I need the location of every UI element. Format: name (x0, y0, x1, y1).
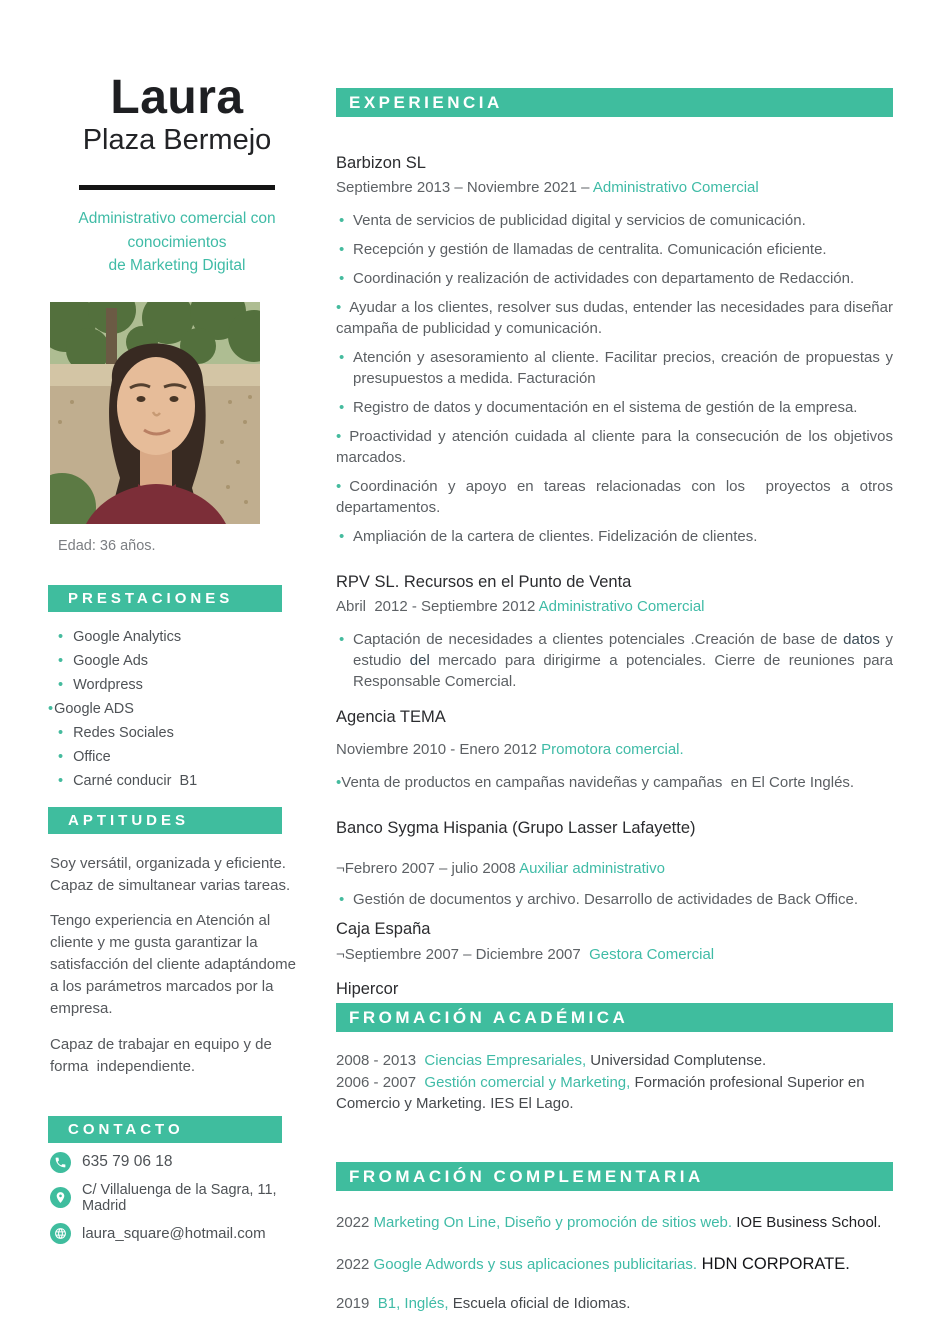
tagline (48, 207, 306, 277)
bullet-text: Registro de datos y documentación en el sistema de gestión de la empresa. (353, 399, 858, 416)
course-entry (336, 1253, 893, 1276)
job-company: Banco Sygma Hispania (Grupo Lasser Lafayette) (336, 819, 696, 837)
aptitudes-paragraph: Soy versátil, organizada y eficiente. Capaz de simultanear varias tareas. (50, 855, 291, 895)
job-dateline (336, 739, 893, 760)
job-role: Administrativo Comercial (592, 179, 759, 196)
course-entry (336, 1212, 893, 1234)
prestaciones-header: PRESTACIONES (48, 585, 282, 612)
job-role: Auxiliar administrativo (519, 860, 665, 877)
bullet-text: Coordinación y apoyo en tareas relacionadas con los proyectos a otros departamentos. (336, 478, 898, 516)
job-date: ¬Febrero 2007 – julio 2008 (336, 860, 520, 877)
contact-row-address (50, 1182, 306, 1214)
bullet-dot-icon: • (339, 528, 345, 545)
skill-item (48, 625, 306, 649)
bullet-item (336, 426, 898, 468)
address: C/ Villaluenga de la Sagra, 11, Madrid (82, 1181, 277, 1214)
bullet-dot-icon: • (336, 774, 342, 791)
job-dateline (336, 177, 893, 198)
globe-icon (50, 1223, 71, 1244)
bullet-dot-icon: • (339, 270, 345, 287)
bullet-dot-icon: • (48, 701, 54, 718)
bullet-text: Ayudar a los clientes, resolver sus dudas, entender las necesidades para diseñar campaña de publicidad y comunicación. (336, 299, 898, 337)
bullet-dot-icon: • (58, 725, 64, 742)
job-company: Barbizon SL (336, 154, 426, 172)
age-caption: Edad: 36 años. (58, 538, 156, 555)
bullet-text: datos (843, 631, 880, 648)
job-dateline (336, 858, 893, 879)
bullet-text: Ampliación de la cartera de clientes. Fidelización de clientes. (353, 528, 758, 545)
job-caja-espana (336, 918, 893, 965)
tagline-line: Administrativo comercial con (78, 210, 276, 228)
bullet-dot-icon: • (339, 212, 345, 229)
tagline-line: de Marketing Digital (108, 256, 246, 274)
job-company: RPV SL. Recursos en el Punto de Venta (336, 573, 632, 591)
bullet-item (336, 397, 893, 418)
experiencia-header: EXPERIENCIA (336, 88, 893, 117)
bullet-dot-icon: • (339, 631, 345, 648)
bullet-dot-icon: • (336, 299, 342, 316)
prestaciones-list (48, 625, 306, 793)
bullet-item (336, 772, 893, 793)
profile-photo (50, 302, 260, 524)
location-icon (50, 1187, 71, 1208)
job-date: ¬Septiembre 2007 – Diciembre 2007 (336, 946, 590, 963)
aptitudes-paragraph: Tengo experiencia en Atención al cliente y me gusta garantizar la satisfacción del cliente adaptándome a los parámetros marcados por la empresa. (50, 912, 301, 1018)
job-company: Agencia TEMA (336, 708, 446, 726)
bullet-text: Venta de servicios de publicidad digital y servicios de comunicación. (353, 212, 806, 229)
skill-label: Carné conducir B1 (73, 773, 198, 790)
course-institution: Escuela oficial de Idiomas. (448, 1294, 631, 1312)
job-bullets (336, 210, 898, 547)
contacto-header: CONTACTO (48, 1116, 282, 1143)
job-dateline (336, 596, 893, 617)
job-banco-sygma (336, 817, 893, 910)
job-bullets (336, 629, 898, 692)
aptitudes-paragraph: Capaz de trabajar en equipo y de forma independiente. (50, 1035, 276, 1075)
job-barbizon (336, 152, 898, 547)
course-institution: HDN CORPORATE. (697, 1254, 850, 1273)
academica-entries (336, 1050, 893, 1115)
job-company: Caja España (336, 920, 431, 938)
bullet-dot-icon: • (339, 399, 345, 416)
name-divider (79, 185, 275, 190)
phone-number: 635 79 06 18 (82, 1153, 173, 1171)
education-entry (336, 1072, 893, 1115)
bullet-dot-icon: • (58, 749, 64, 766)
job-role: Administrativo Comercial (538, 598, 705, 615)
bullet-item (336, 210, 893, 231)
edu-course: Gestión comercial y Marketing, (424, 1073, 631, 1091)
aptitudes-text (48, 853, 306, 1077)
course-year: 2022 (336, 1255, 374, 1273)
bullet-text: Captación de necesidades a clientes potenciales .Creación de base de (353, 631, 844, 648)
skill-item (48, 673, 306, 697)
job-dateline (336, 944, 893, 965)
name-last: Plaza Bermejo (82, 124, 272, 156)
job-rpv (336, 571, 898, 692)
edu-institution: Formación profesional Superior en Comercio y Marketing. IES El Lago. (336, 1073, 869, 1112)
profile-photo-illustration (50, 302, 260, 524)
bullet-text: mercado para dirigirme a potenciales. Cierre de reuniones para Responsable Comercial. (353, 652, 898, 690)
contact-row-email (50, 1223, 306, 1244)
job-bullets (336, 772, 893, 793)
sidebar (48, 71, 306, 1244)
job-company: Hipercor (336, 980, 399, 998)
name-first: Laura (110, 71, 244, 124)
bullet-text: del (409, 652, 430, 669)
bullet-item (336, 476, 898, 518)
aptitudes-header: APTITUDES (48, 807, 282, 834)
skill-label: Google Analytics (73, 629, 182, 646)
bullet-text: y estudio (353, 631, 898, 669)
bullet-text: Proactividad y atención cuidada al cliente para la consecución de los objetivos marcados. (336, 428, 898, 466)
contact-row-phone (50, 1152, 306, 1173)
course-title: Google Adwords y sus aplicaciones publicitarias. (373, 1255, 698, 1273)
bullet-text: Gestión de documentos y archivo. Desarrollo de actividades de Back Office. (353, 891, 858, 908)
bullet-dot-icon: • (58, 773, 64, 790)
bullet-dot-icon: • (336, 478, 342, 495)
skill-item (48, 697, 306, 721)
skill-item (48, 721, 306, 745)
bullet-item (336, 629, 898, 692)
bullet-dot-icon: • (339, 891, 345, 908)
bullet-text: Atención y asesoramiento al cliente. Facilitar precios, creación de propuestas y presupuestos a medida. Facturación (353, 349, 898, 387)
bullet-dot-icon: • (339, 241, 345, 258)
bullet-item (336, 297, 898, 339)
bullet-dot-icon: • (336, 428, 342, 445)
bullet-item (336, 268, 893, 289)
skill-label: Wordpress (73, 677, 143, 694)
skill-item (48, 649, 306, 673)
complementaria-header: FROMACIÓN COMPLEMENTARIA (336, 1162, 893, 1191)
bullet-text: Coordinación y realización de actividades con departamento de Redacción. (353, 270, 855, 287)
bullet-dot-icon: • (58, 653, 64, 670)
bullet-dot-icon: • (58, 629, 64, 646)
bullet-text: Venta de productos en campañas navideñas y campañas en El Corte Inglés. (341, 774, 855, 791)
skill-label: Redes Sociales (73, 725, 174, 742)
course-title: Marketing On Line, Diseño y promoción de sitios web. (373, 1213, 733, 1231)
bullet-item (336, 889, 893, 910)
email: laura_square@hotmail.com (82, 1224, 266, 1242)
course-year: 2019 (336, 1294, 378, 1312)
education-entry (336, 1050, 893, 1072)
course-institution: IOE Business School. (732, 1213, 882, 1231)
tagline-line: conocimientos (127, 233, 227, 251)
skill-item (48, 745, 306, 769)
job-bullets (336, 889, 893, 910)
skill-label: Google ADS (54, 701, 134, 718)
bullet-dot-icon: • (58, 677, 64, 694)
job-agencia-tema (336, 706, 893, 793)
job-role: Promotora comercial. (541, 741, 684, 758)
skill-label: Google Ads (73, 653, 149, 670)
main-column (336, 88, 898, 1315)
edu-year: 2006 - 2007 (336, 1073, 425, 1091)
bullet-item (336, 239, 893, 260)
job-date: Noviembre 2010 - Enero 2012 (336, 741, 542, 758)
skill-item (48, 769, 306, 793)
job-date: Septiembre 2013 – Noviembre 2021 – (336, 179, 593, 196)
skill-label: Office (73, 749, 111, 766)
bullet-text: Recepción y gestión de llamadas de centralita. Comunicación eficiente. (353, 241, 827, 258)
job-date: Abril 2012 - Septiembre 2012 (336, 598, 539, 615)
course-title: B1, Inglés, (377, 1294, 449, 1312)
edu-institution: Universidad Complutense. (586, 1052, 767, 1069)
academica-header: FROMACIÓN ACADÉMICA (336, 1003, 893, 1032)
bullet-item (336, 347, 898, 389)
edu-year: 2008 - 2013 (336, 1052, 425, 1069)
bullet-dot-icon: • (339, 349, 345, 366)
job-hipercor (336, 978, 893, 1000)
course-entry (336, 1293, 893, 1315)
edu-course: Ciencias Empresariales, (424, 1052, 587, 1069)
course-year: 2022 (336, 1213, 374, 1231)
bullet-item (336, 526, 893, 547)
job-role: Gestora Comercial (589, 946, 715, 963)
phone-icon (50, 1152, 71, 1173)
